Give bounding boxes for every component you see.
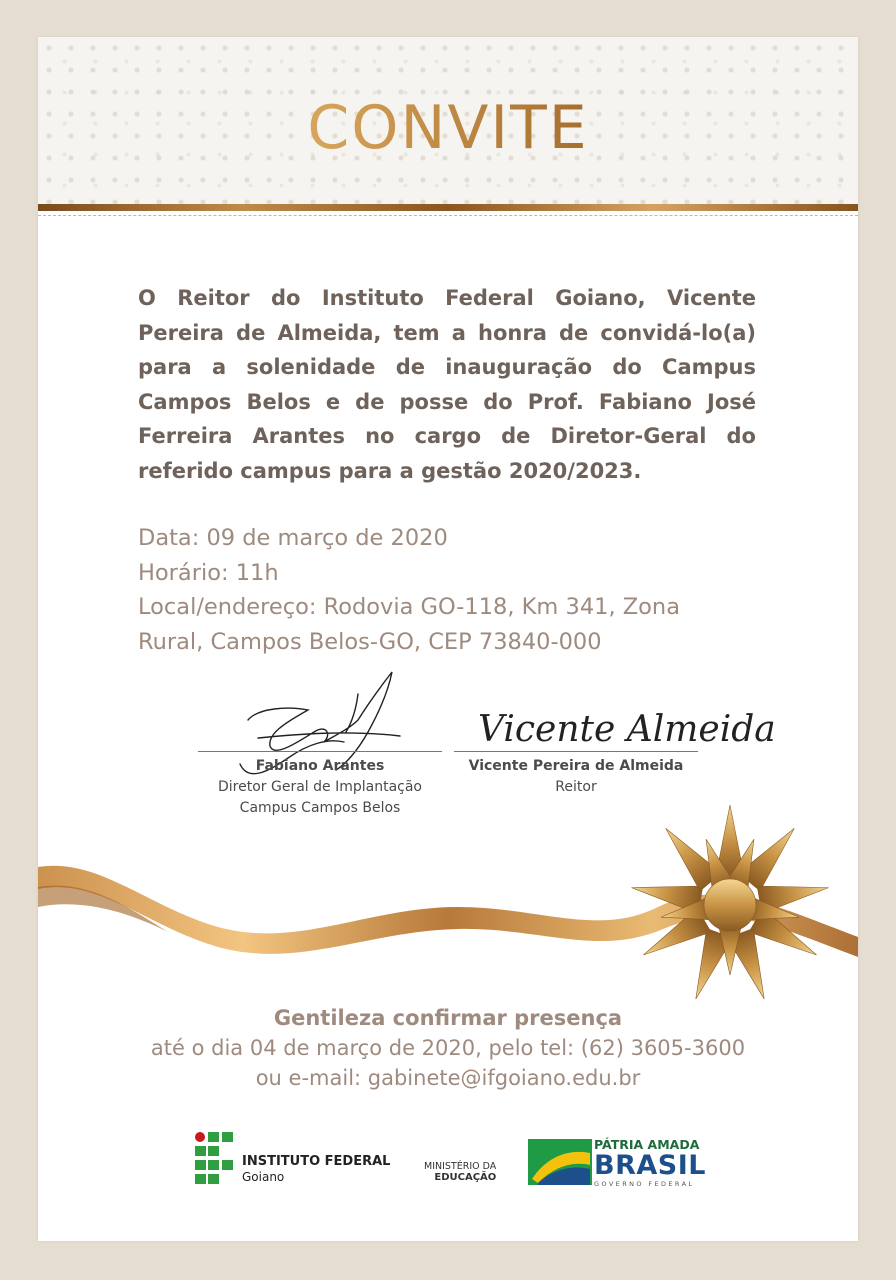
signer-role: Diretor Geral de Implantação bbox=[218, 779, 422, 795]
gold-ribbon-bow bbox=[38, 757, 858, 1007]
brasil-line2: BRASIL bbox=[594, 1150, 706, 1181]
gold-divider bbox=[38, 204, 858, 211]
dashed-divider bbox=[38, 215, 858, 216]
event-time: Horário: 11h bbox=[138, 559, 279, 586]
signature-line bbox=[198, 751, 442, 752]
event-location-line2: Rural, Campos Belos-GO, CEP 73840-000 bbox=[138, 628, 602, 655]
page-title: CONVITE bbox=[38, 93, 858, 163]
rsvp-section bbox=[38, 1003, 858, 1093]
instituto-federal-logo bbox=[194, 1131, 236, 1187]
event-date: Data: 09 de março de 2020 bbox=[138, 525, 448, 551]
invitation-card bbox=[38, 37, 858, 1241]
event-details bbox=[138, 521, 738, 659]
signature-vicente bbox=[474, 687, 776, 759]
signer-name: Fabiano Arantes bbox=[255, 758, 385, 774]
brasil-line3: GOVERNO FEDERAL bbox=[594, 1180, 695, 1188]
mec-logo bbox=[424, 1161, 496, 1184]
if-sub: Goiano bbox=[242, 1170, 285, 1184]
if-name: INSTITUTO FEDERAL bbox=[242, 1154, 391, 1169]
instituto-federal-text bbox=[242, 1154, 390, 1184]
patria-amada-brasil-logo bbox=[594, 1138, 706, 1189]
footer-logos bbox=[38, 1127, 858, 1197]
signature-vicente-text: Vicente Almeida bbox=[478, 709, 776, 750]
mec-line1: MINISTÉRIO DA bbox=[424, 1161, 497, 1172]
signer-name: Vicente Pereira de Almeida bbox=[468, 758, 684, 774]
signer-role-sub: Campus Campos Belos bbox=[239, 800, 401, 816]
rsvp-email: ou e-mail: gabinete@ifgoiano.edu.br bbox=[255, 1066, 641, 1090]
mec-line2: EDUCAÇÃO bbox=[434, 1172, 497, 1183]
rsvp-phone: até o dia 04 de março de 2020, pelo tel: (62) 3605-3600 bbox=[150, 1036, 746, 1060]
event-location-line1: Local/endereço: Rodovia GO-118, Km 341, Zona bbox=[138, 594, 680, 620]
brasil-line1: PÁTRIA AMADA bbox=[594, 1137, 700, 1152]
invitation-text: O Reitor do Instituto Federal Goiano, Vicente Pereira de Almeida, tem a honra de convidá-lo(a) para a solenidade de inauguração do Campus Campos Belos e de posse do Prof. Fabiano José Ferreira Arantes no cargo de Diretor-Geral do referido campus para a gestão 2020/2023. bbox=[138, 286, 756, 483]
signer-role: Reitor bbox=[555, 779, 597, 795]
brasil-flag-icon bbox=[528, 1139, 592, 1185]
rsvp-title: Gentileza confirmar presença bbox=[273, 1006, 623, 1030]
signature-line bbox=[454, 751, 698, 752]
